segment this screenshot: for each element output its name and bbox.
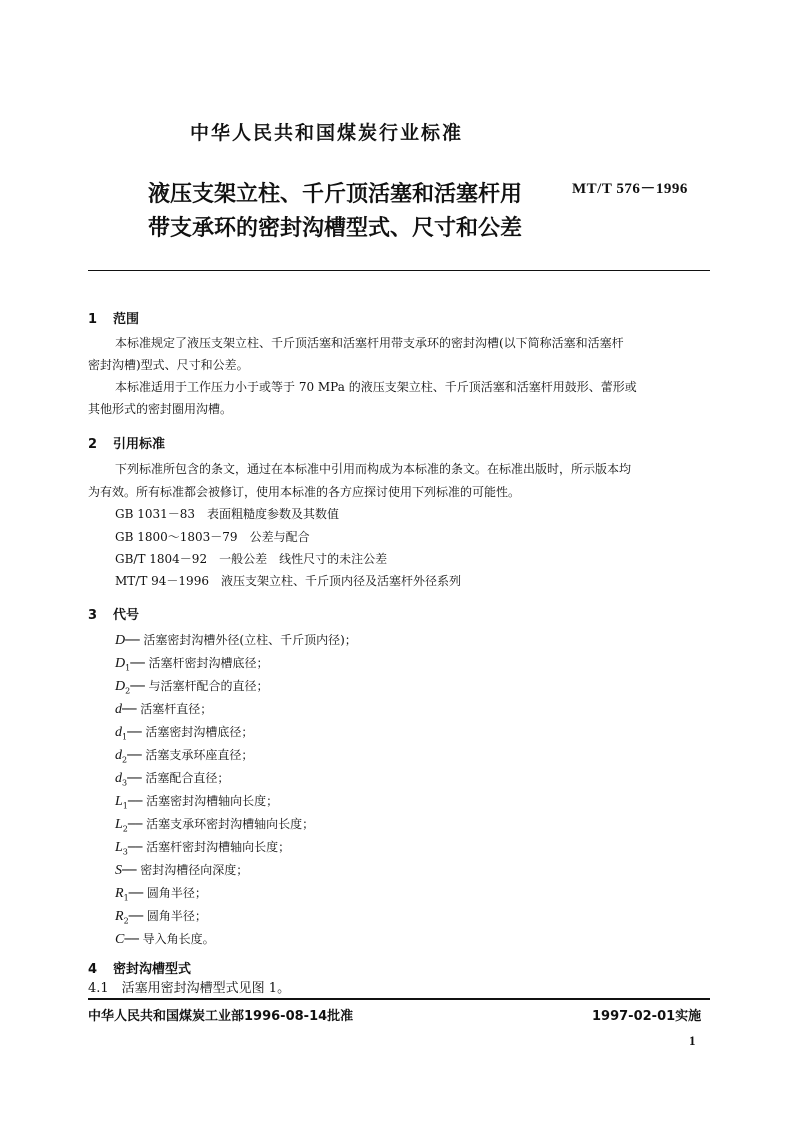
section-3-heading — [88, 604, 139, 623]
symbol-subscript: 2 — [125, 686, 131, 696]
symbol-description: ── 活塞密封沟槽外径(立柱、千斤顶内径)； — [125, 633, 357, 647]
section-number: 4 — [88, 962, 98, 977]
symbol-subscript: 2 — [123, 916, 129, 926]
symbol-subscript: 2 — [122, 824, 128, 834]
symbol: D — [115, 679, 126, 694]
symbol-definition — [115, 702, 212, 721]
symbol: D — [115, 656, 126, 671]
section-title: 密封沟槽型式 — [113, 962, 192, 977]
symbol-description: ── 活塞支承环密封沟槽轴向长度； — [127, 817, 315, 831]
reference-item: GB 1031－83 表面粗糙度参数及其数值 — [115, 507, 340, 521]
symbol-definition — [115, 840, 290, 859]
symbol-subscript: 3 — [122, 778, 128, 788]
symbol: R — [115, 886, 124, 901]
symbol: L — [115, 794, 123, 809]
symbol-description: ── 导入角长度。 — [124, 932, 215, 946]
symbol-description: ── 活塞密封沟槽底径； — [127, 725, 254, 739]
page-number: 1 — [689, 1033, 696, 1048]
symbol-description: ── 活塞配合直径； — [127, 771, 230, 785]
symbol-definition — [115, 748, 253, 767]
paragraph: 本标准适用于工作压力小于或等于 70 MPa 的液压支架立柱、千斤顶活塞和活塞杆用鼓形、蕾形或 — [115, 380, 637, 394]
symbol-description: ── 活塞杆密封沟槽底径； — [130, 656, 269, 670]
symbol: C — [115, 932, 125, 947]
symbol: R — [115, 909, 124, 924]
symbol-subscript: 1 — [122, 732, 128, 742]
symbol: D — [115, 633, 126, 648]
title-line-2: 带支承环的密封沟槽型式、尺寸和公差 — [148, 216, 523, 241]
section-1-heading — [88, 308, 139, 327]
paragraph: 密封沟槽)型式、尺寸和公差。 — [88, 358, 249, 372]
symbol-description: ── 活塞杆密封沟槽轴向长度； — [127, 840, 291, 854]
section-title: 引用标准 — [113, 437, 166, 452]
symbol-subscript: 3 — [122, 847, 128, 857]
symbol-definition — [115, 863, 248, 882]
paragraph: 其他形式的密封圈用沟槽。 — [88, 402, 233, 416]
title-line-1: 液压支架立柱、千斤顶活塞和活塞杆用 — [148, 182, 523, 207]
symbol-definition — [115, 909, 207, 928]
symbol: S — [115, 863, 122, 878]
symbol: L — [115, 817, 123, 832]
symbol-definition — [115, 932, 215, 951]
approval-line: 中华人民共和国煤炭工业部1996-08-14批准 — [88, 1009, 354, 1024]
symbol-subscript: 2 — [122, 755, 128, 765]
footer-divider — [88, 998, 710, 1000]
symbol: L — [115, 840, 123, 855]
section-4-heading — [88, 958, 191, 977]
symbol-definition — [115, 679, 268, 698]
symbol-subscript: 1 — [123, 893, 129, 903]
section-title: 代号 — [113, 608, 140, 623]
subsection-4-1: 4.1 活塞用密封沟槽型式见图 1。 — [88, 981, 291, 996]
section-number: 1 — [88, 312, 98, 327]
symbol-subscript: 1 — [122, 801, 128, 811]
symbol: d — [115, 725, 122, 740]
paragraph: 本标准规定了液压支架立柱、千斤顶活塞和活塞杆用带支承环的密封沟槽(以下简称活塞和活塞杆 — [115, 336, 624, 350]
reference-item: GB 1800～1803－79 公差与配合 — [115, 530, 310, 544]
standard-category: 中华人民共和国煤炭行业标准 — [190, 122, 464, 144]
symbol-description: ── 活塞密封沟槽轴向长度； — [127, 794, 279, 808]
standard-number: MT/T 576－1996 — [572, 181, 688, 197]
reference-item: MT/T 94－1996 液压支架立柱、千斤顶内径及活塞杆外径系列 — [115, 574, 461, 588]
symbol-description: ── 活塞杆直径； — [122, 702, 213, 716]
symbol-definition — [115, 725, 253, 744]
symbol-definition — [115, 794, 278, 813]
section-2-heading — [88, 433, 165, 452]
symbol-definition — [115, 633, 357, 652]
symbol: d — [115, 771, 122, 786]
symbol-description: ── 圆角半径； — [128, 886, 207, 900]
symbol-definition — [115, 817, 314, 836]
symbol: d — [115, 748, 122, 763]
title-divider — [88, 270, 710, 271]
symbol-description: ── 密封沟槽径向深度； — [122, 863, 249, 877]
symbol-definition — [115, 656, 268, 675]
symbol-subscript: 1 — [125, 663, 131, 673]
reference-item: GB/T 1804－92 一般公差 线性尺寸的未注公差 — [115, 552, 388, 566]
section-title: 范围 — [113, 312, 140, 327]
symbol-definition — [115, 886, 207, 905]
implementation-date: 1997-02-01实施 — [592, 1009, 702, 1024]
symbol-description: ── 圆角半径； — [128, 909, 207, 923]
symbol-description: ── 与活塞杆配合的直径； — [130, 679, 269, 693]
symbol: d — [115, 702, 122, 717]
symbol-description: ── 活塞支承环座直径； — [127, 748, 254, 762]
section-number: 2 — [88, 437, 98, 452]
paragraph: 为有效。所有标准都会被修订，使用本标准的各方应探讨使用下列标准的可能性。 — [88, 485, 521, 499]
section-number: 3 — [88, 608, 98, 623]
symbol-definition — [115, 771, 229, 790]
paragraph: 下列标准所包含的条文，通过在本标准中引用而构成为本标准的条文。在标准出版时，所示版本均 — [115, 462, 632, 476]
